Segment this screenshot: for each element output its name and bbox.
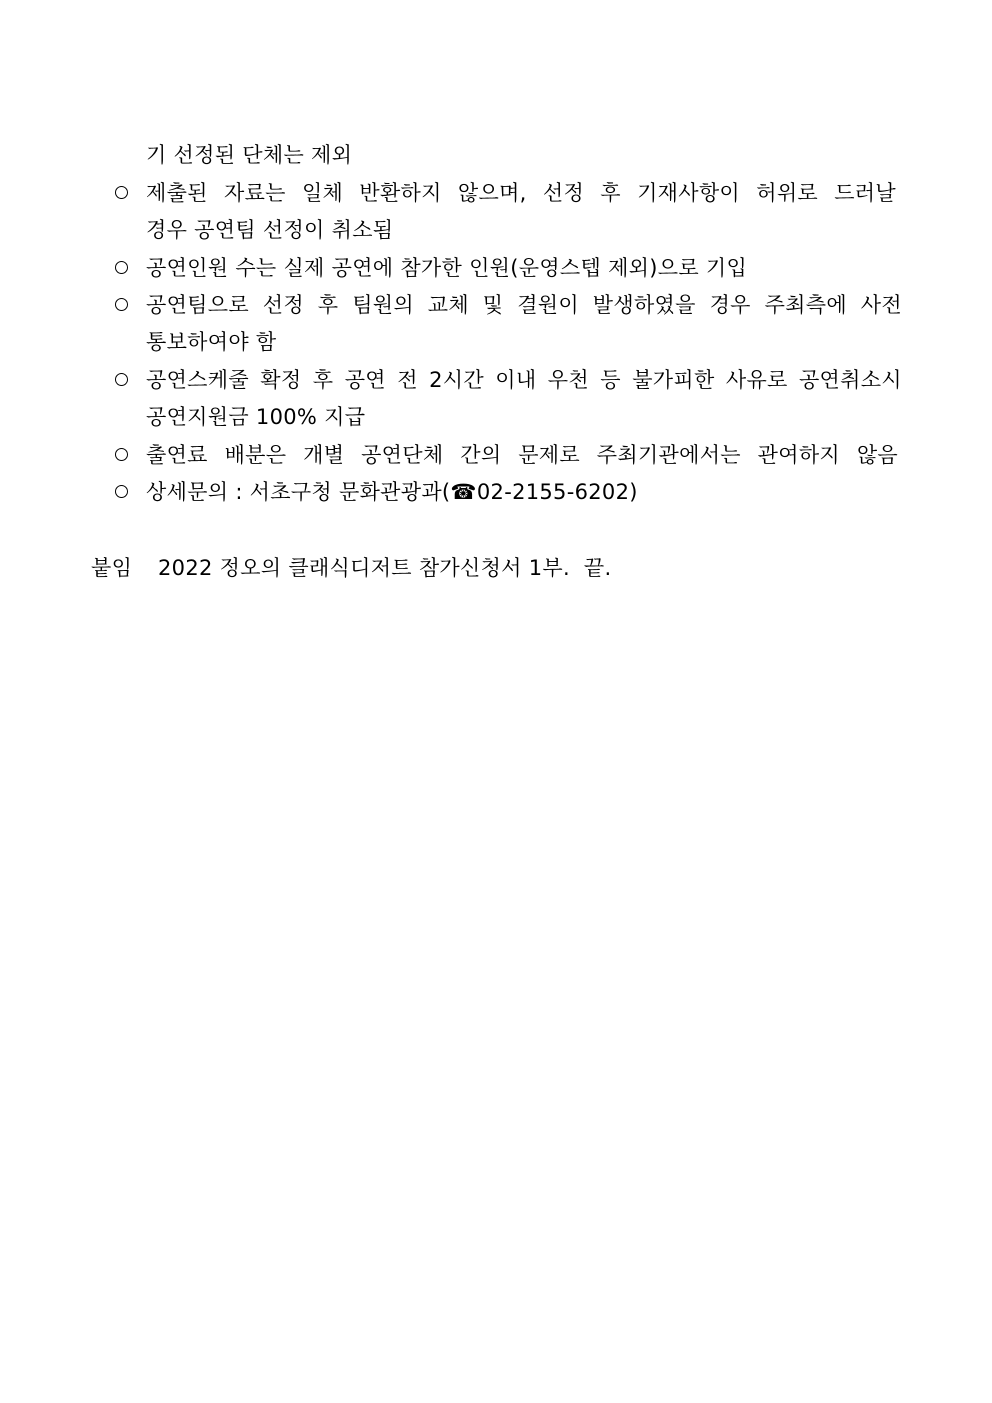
continuation-text: 기 선정된 단체는 제외 — [146, 143, 353, 167]
bullet-circle-icon — [114, 184, 132, 202]
bullet-circle-icon — [114, 296, 132, 314]
bullet-circle-icon — [114, 371, 132, 389]
item-3-line-2: 통보하여야 함 — [146, 330, 277, 354]
item-5-line-1: 출연료 배분은 개별 공연단체 간의 문제로 주최기관에서는 관여하지 않음 — [146, 443, 898, 467]
bullet-circle-icon — [114, 446, 132, 464]
item-1-line-1: 제출된 자료는 일체 반환하지 않으며, 선정 후 기재사항이 허위로 드러날 — [146, 181, 896, 205]
bullet-circle-icon — [114, 259, 132, 277]
item-2-line-1: 공연인원 수는 실제 공연에 참가한 인원(운영스텝 제외)으로 기입 — [146, 256, 748, 280]
item-1-line-2: 경우 공연팀 선정이 취소됨 — [146, 218, 394, 242]
item-6-line-1: 상세문의 : 서초구청 문화관광과(☎02-2155-6202) — [146, 480, 638, 504]
item-4-line-2: 공연지원금 100% 지급 — [146, 405, 366, 429]
attachment-label: 붙임 — [91, 556, 133, 580]
item-3-line-1: 공연팀으로 선정 후 팀원의 교체 및 결원이 발생하였을 경우 주최측에 사전 — [146, 293, 902, 317]
item-4-line-1: 공연스케줄 확정 후 공연 전 2시간 이내 우천 등 불가피한 사유로 공연취소시 — [146, 368, 902, 392]
bullet-circle-icon — [114, 483, 132, 501]
attachment-text: 2022 정오의 클래식디저트 참가신청서 1부. 끝. — [158, 556, 612, 580]
